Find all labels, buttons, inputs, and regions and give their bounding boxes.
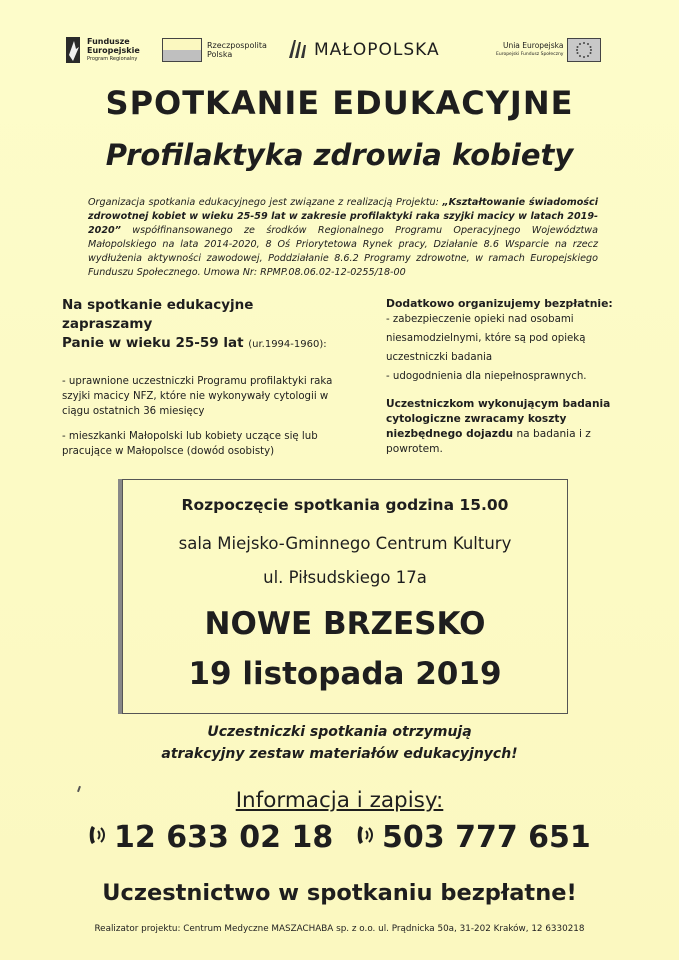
page-subtitle: Profilaktyka zdrowia kobiety: [105, 138, 574, 172]
eu-flag-icon: [567, 38, 601, 62]
intro-paragraph: [88, 196, 598, 280]
info-heading: Informacja i zapisy:: [235, 788, 444, 813]
event-start-time: Rozpoczęcie spotkania godzina 15.00: [181, 496, 509, 514]
intro-project-name: „Kształtowanie świadomości zdrowotnej kobiet w wieku 25-59 lat w zakresie profilaktyki raka szyjki macicy w latach 2019-2020”: [88, 197, 598, 236]
event-town: NOWE BRZESKO: [204, 606, 486, 642]
phone-1: [88, 820, 333, 855]
fe-line1: Fundusze: [87, 36, 130, 46]
prize-note: [0, 721, 679, 765]
intro-part2: współfinansowanego ze środków Regionalnego Programu Operacyjnego Województwa Małopolskiego na lata 2014-2020, 8 Oś Priorytetowa Rynek pracy, Działanie 8.6 Wsparcie na rzecz wydłużenia aktywności zawodowej, Poddziałanie 8.6.2 Programy zdrowotne, w ramach Europejskiego Funduszu Społecznego. Umowa Nr: RPMP.08.06.02-12-0255/18-00: [88, 225, 598, 278]
phone-1-number: 12 633 02 18: [114, 820, 334, 855]
event-details-box: [122, 479, 568, 714]
lead-line1: Na spotkanie edukacyjne zapraszamy: [62, 297, 254, 332]
phone-icon: [356, 820, 378, 855]
eligibility-item-1: - uprawnione uczestniczki Programu profilaktyki raka szyjki macicy NFZ, które nie wykonywały cytologii w ciągu ostatnich 36 miesięcy: [62, 376, 333, 417]
fe-text: [87, 37, 140, 64]
extras-column: [386, 296, 631, 457]
fe-star-icon: [65, 35, 83, 65]
invitation-column: [62, 296, 347, 459]
prize-line1: Uczestniczki spotkania otrzymują: [207, 724, 472, 740]
ue-line1: Unia Europejska: [502, 41, 564, 50]
extras-item-1: - zabezpieczenie opieki nad osobami: [386, 314, 574, 325]
fe-line2: Europejskie: [87, 45, 140, 55]
eligibility-item-2: - mieszkanki Małopolski lub kobiety uczące się lub pracujące w Małopolsce (dowód osobisty): [62, 431, 318, 457]
event-date: 19 listopada 2019: [188, 656, 502, 692]
ue-line2: Europejski Fundusz Społeczny: [496, 52, 564, 57]
extras-item-2: niesamodzielnymi, które są pod opieką: [386, 333, 586, 344]
ue-text: [496, 41, 563, 59]
rp-line2: Polska: [207, 50, 233, 59]
rp-text: [207, 41, 267, 59]
extras-item-3: uczestniczki badania: [386, 352, 493, 363]
travel-refund-rest: na badania i z powrotem.: [386, 428, 591, 455]
phone-2-number: 503 777 651: [382, 820, 591, 855]
page-title: SPOTKANIE EDUKACYJNE: [105, 84, 574, 122]
phone-icon: [88, 820, 110, 855]
fundusze-europejskie-logo: [65, 30, 140, 70]
phone-numbers: [88, 820, 608, 866]
event-street: ul. Piłsudskiego 17a: [263, 568, 427, 587]
extras-heading: Dodatkowo organizujemy bezpłatnie:: [386, 297, 613, 310]
event-venue: sala Miejsko-Gminnego Centrum Kultury: [178, 534, 512, 553]
rzeczpospolita-logo: [162, 30, 267, 70]
phone-2: [356, 820, 591, 855]
malopolska-logo: [288, 30, 440, 70]
malopolska-text: MAŁOPOLSKA: [314, 40, 440, 60]
rp-line1: Rzeczpospolita: [207, 41, 267, 50]
extras-item-4: - udogodnienia dla niepełnosprawnych.: [386, 371, 587, 382]
prize-line2: atrakcyjny zestaw materiałów edukacyjnych!: [161, 746, 518, 762]
polish-flag-icon: [162, 38, 202, 62]
footer-organizer: Realizator projektu: Centrum Medyczne MASZACHABA sp. z o.o. ul. Prądnicka 50a, 31-202 Kraków, 12 6330218: [94, 924, 585, 934]
invitation-lead: [62, 296, 347, 354]
malopolska-logo-icon: [288, 37, 308, 63]
logo-bar: [60, 30, 620, 70]
fe-line3: Program Regionalny: [87, 55, 138, 62]
free-participation: Uczestnictwo w spotkaniu bezpłatne!: [102, 880, 577, 906]
unia-europejska-logo: [496, 30, 601, 70]
intro-part1: Organizacja spotkania edukacyjnego jest związane z realizacją Projektu:: [88, 197, 443, 208]
travel-refund-note: [386, 397, 631, 457]
lead-line2: Panie w wieku 25-59 lat: [62, 335, 249, 351]
lead-years: (ur.1994-1960):: [248, 339, 327, 350]
travel-refund-bold: Uczestniczkom wykonującym badania cytologiczne zwracamy koszty niezbędnego dojazdu: [386, 398, 611, 440]
